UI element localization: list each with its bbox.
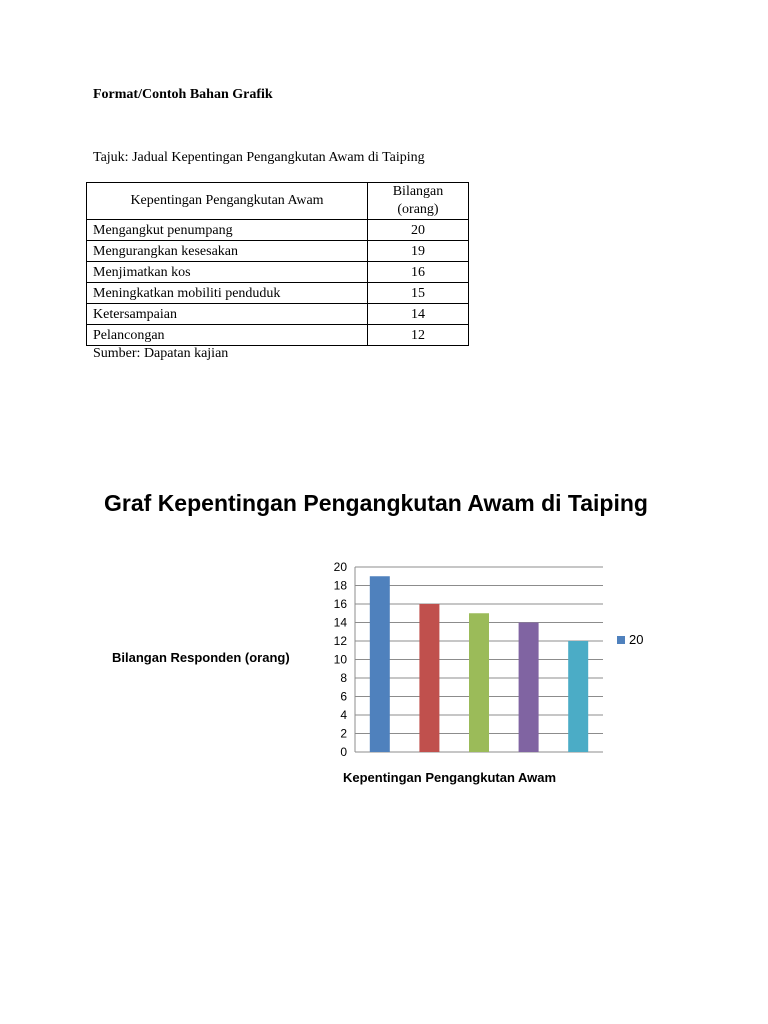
table-caption: Tajuk: Jadual Kepentingan Pengangkutan Awam di Taiping bbox=[93, 150, 425, 165]
table-header-category: Kepentingan Pengangkutan Awam bbox=[87, 183, 368, 220]
bar-chart bbox=[320, 555, 620, 765]
document-heading: Format/Contoh Bahan Grafik bbox=[93, 87, 273, 102]
table-row bbox=[87, 262, 469, 283]
bar bbox=[370, 576, 390, 752]
legend-label: 20 bbox=[629, 632, 644, 647]
y-tick-label: 10 bbox=[333, 652, 347, 667]
legend-swatch bbox=[617, 636, 625, 644]
y-tick-label: 18 bbox=[333, 578, 347, 593]
table-cell-count: 19 bbox=[368, 241, 469, 262]
y-tick-label: 2 bbox=[340, 726, 347, 741]
table-cell-category: Meningkatkan mobiliti penduduk bbox=[87, 283, 368, 304]
table-row bbox=[87, 283, 469, 304]
bar bbox=[568, 641, 588, 752]
y-tick-label: 14 bbox=[333, 615, 347, 630]
table-cell-count: 16 bbox=[368, 262, 469, 283]
table-cell-count: 12 bbox=[368, 325, 469, 346]
table-cell-category: Mengangkut penumpang bbox=[87, 220, 368, 241]
data-table bbox=[86, 182, 469, 346]
bar bbox=[469, 613, 489, 752]
table-header-count: Bilangan (orang) bbox=[368, 183, 469, 220]
chart-legend bbox=[617, 632, 643, 647]
table-cell-category: Menjimatkan kos bbox=[87, 262, 368, 283]
table-cell-count: 14 bbox=[368, 304, 469, 325]
table-row bbox=[87, 325, 469, 346]
chart-title: Graf Kepentingan Pengangkutan Awam di Taiping bbox=[104, 490, 648, 516]
table-row bbox=[87, 304, 469, 325]
table-cell-count: 20 bbox=[368, 220, 469, 241]
table-cell-category: Mengurangkan kesesakan bbox=[87, 241, 368, 262]
table-row bbox=[87, 220, 469, 241]
table-row bbox=[87, 241, 469, 262]
y-tick-label: 12 bbox=[333, 634, 347, 648]
y-tick-label: 16 bbox=[333, 597, 347, 611]
table-cell-count: 15 bbox=[368, 283, 469, 304]
chart-y-axis-label: Bilangan Responden (orang) bbox=[112, 650, 290, 665]
y-tick-label: 4 bbox=[340, 708, 347, 722]
table-cell-category: Pelancongan bbox=[87, 325, 368, 346]
bar bbox=[419, 604, 439, 752]
bar bbox=[519, 623, 539, 753]
y-tick-label: 0 bbox=[340, 745, 347, 759]
table-cell-category: Ketersampaian bbox=[87, 304, 368, 325]
table-header-row bbox=[87, 183, 469, 220]
y-tick-label: 20 bbox=[333, 560, 347, 574]
y-tick-label: 6 bbox=[340, 689, 347, 704]
table-source: Sumber: Dapatan kajian bbox=[93, 346, 229, 361]
chart-x-axis-label: Kepentingan Pengangkutan Awam bbox=[343, 770, 557, 785]
y-tick-label: 8 bbox=[340, 671, 347, 685]
